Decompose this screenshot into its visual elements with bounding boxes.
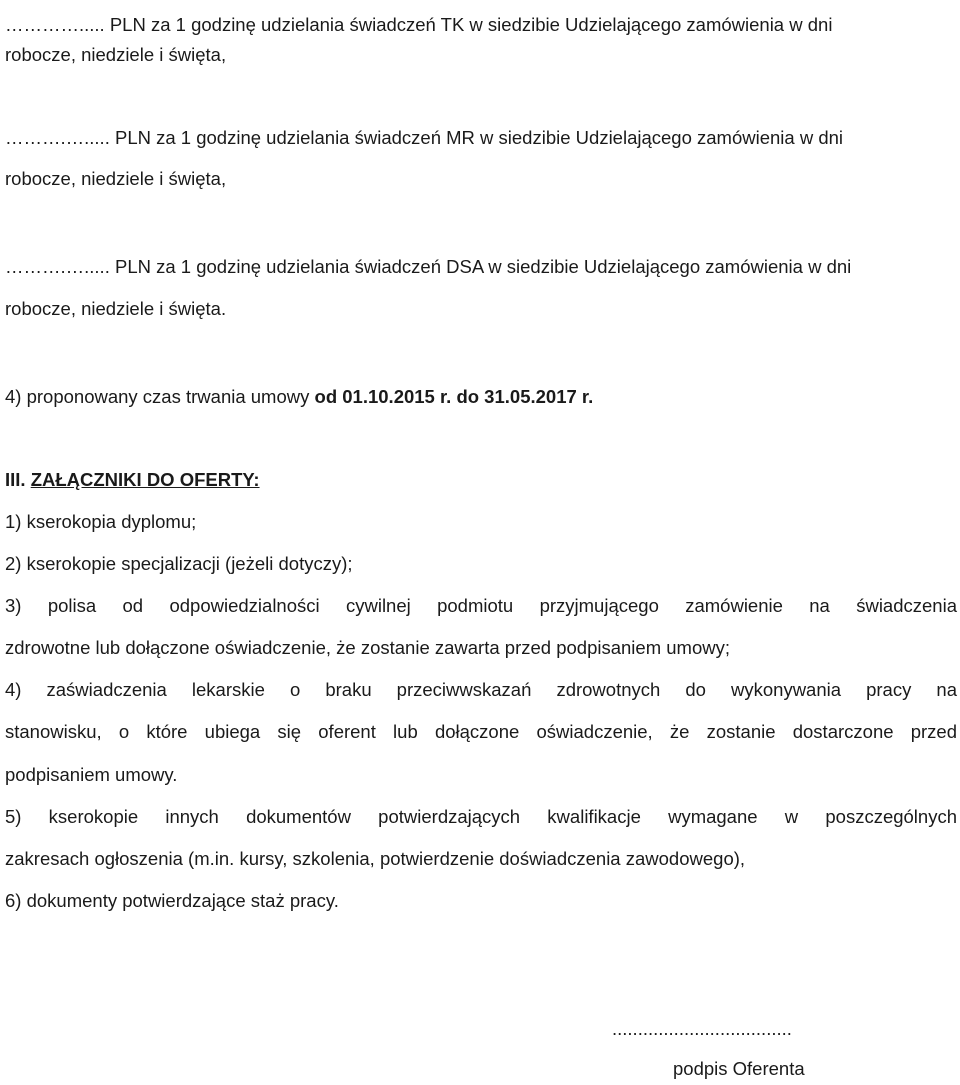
attachments-heading [5, 467, 957, 493]
attachment-item-2: 2) kserokopie specjalizacji (jeżeli dotyczy); [5, 553, 353, 574]
rate-mr-line2: robocze, niedziele i święta, [5, 168, 227, 189]
attachment-item-5-line2: zakresach ogłoszenia (m.in. kursy, szkolenia, potwierdzenie doświadczenia zawodowego), [5, 848, 746, 869]
duration-prefix: 4) proponowany czas trwania umowy [5, 386, 315, 407]
duration-dates: od 01.10.2015 r. do 31.05.2017 r. [314, 386, 594, 407]
rate-tk-line2: robocze, niedziele i święta, [5, 44, 227, 65]
rate-dsa-line1: ……….…..... PLN za 1 godzinę udzielania świadczeń DSA w siedzibie Udzielającego zamówienia w dni [5, 256, 852, 277]
attachment-item-4-line1: 4) zaświadczenia lekarskie o braku przeciwwskazań zdrowotnych do wykonywania pracy na [5, 679, 957, 700]
attachment-item-6: 6) dokumenty potwierdzające staż pracy. [5, 890, 339, 911]
attachment-item-1: 1) kserokopia dyplomu; [5, 511, 197, 532]
section-number: III. [5, 469, 31, 490]
rate-tk-line1: …………..... PLN za 1 godzinę udzielania świadczeń TK w siedzibie Udzielającego zamówienia w dni [5, 14, 833, 35]
attachment-item-3-line2: zdrowotne lub dołączone oświadczenie, że zostanie zawarta przed podpisaniem umowy; [5, 637, 730, 658]
attachment-item-4-line3: podpisaniem umowy. [5, 764, 178, 785]
rate-mr-line1: ……….…..... PLN za 1 godzinę udzielania świadczeń MR w siedzibie Udzielającego zamówienia w dni [5, 127, 844, 148]
section-title: ZAŁĄCZNIKI DO OFERTY: [30, 469, 260, 490]
rate-dsa-line2: robocze, niedziele i święta. [5, 298, 227, 319]
signature-label: podpis Oferenta [673, 1058, 805, 1079]
duration-line [5, 384, 957, 410]
attachment-item-4-line2: stanowisku, o które ubiega się oferent lub dołączone oświadczenie, że zostanie dostarczone przed [5, 721, 957, 742]
attachment-item-5-line1: 5) kserokopie innych dokumentów potwierdzających kwalifikacje wymagane w poszczególnych [5, 806, 957, 827]
signature-dots: ................................... [612, 1018, 792, 1039]
attachment-item-3-line1: 3) polisa od odpowiedzialności cywilnej podmiotu przyjmującego zamówienie na świadczenia [5, 595, 957, 616]
